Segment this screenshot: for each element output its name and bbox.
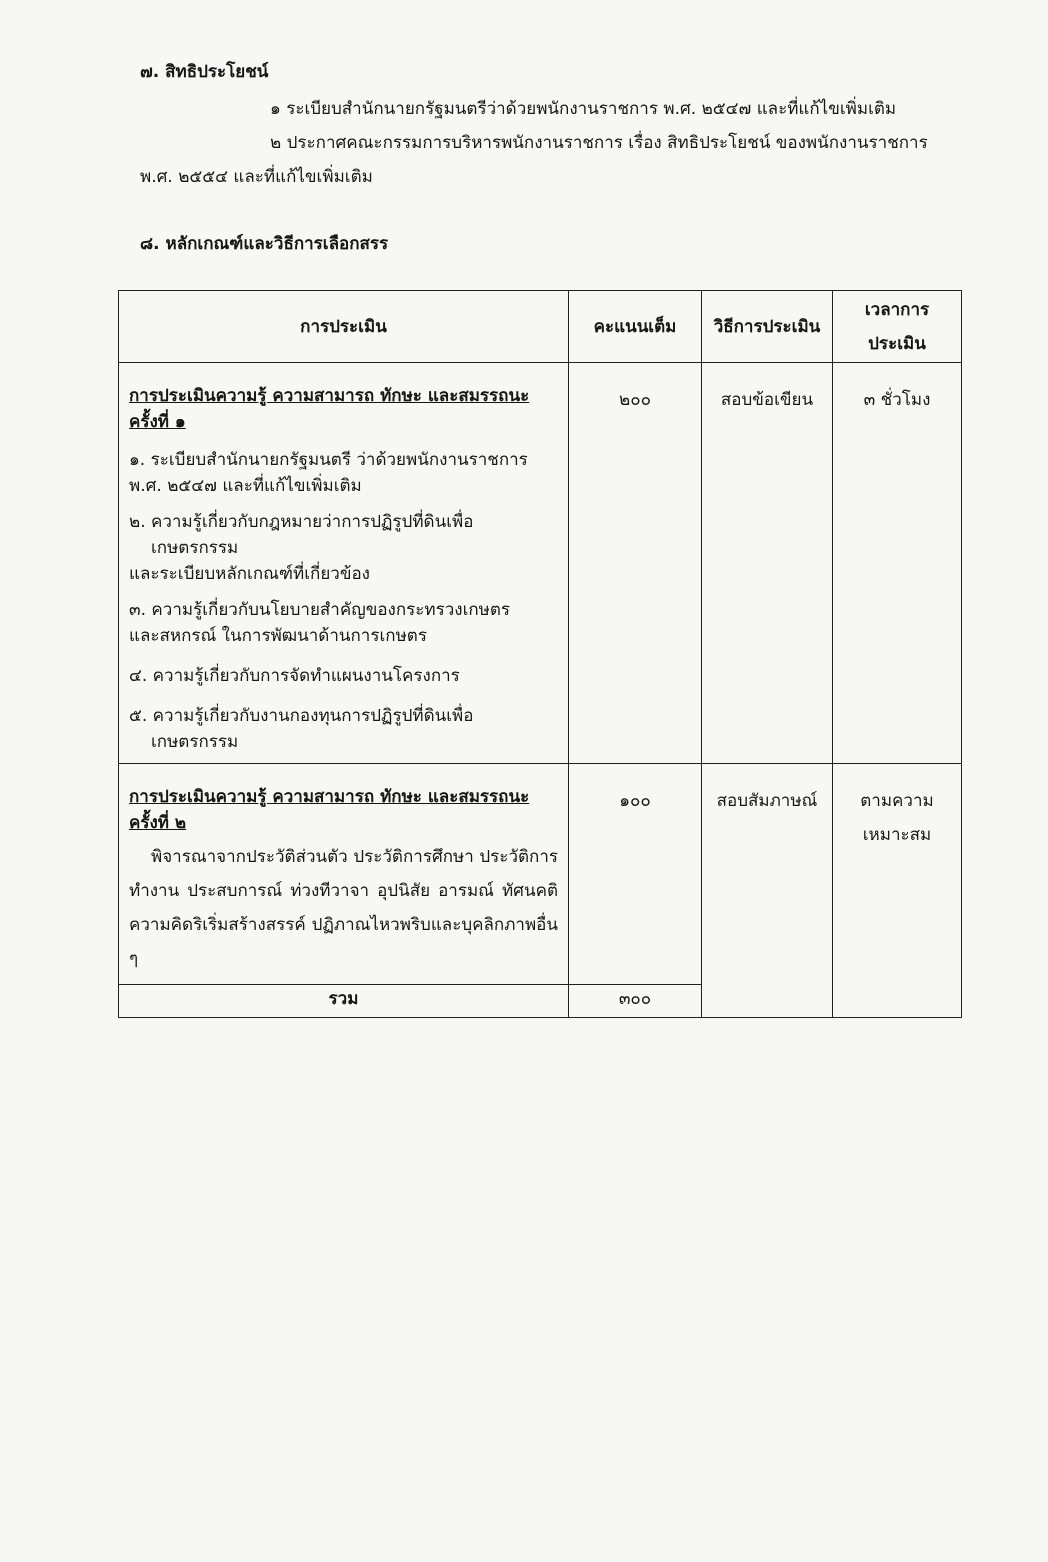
header-evaluation: การประเมิน [119,291,569,363]
row2-paragraph: พิจารณาจากประวัติส่วนตัว ประวัติการศึกษา ประวัติการทำงาน ประสบการณ์ ท่วงทีวาจา อุปนิสัย อารมณ์ ทัศนคติ ความคิดริเริ่มสร้างสรรค์ ปฏิภาณไหวพริบและบุคลิกภาพอื่น ๆ [129,847,558,969]
item1-line2: พ.ศ. ๒๕๔๗ และที่แก้ไขเพิ่มเติม [129,476,362,496]
row2-time-cell [833,764,962,1018]
row2-evaluation-cell [119,764,569,985]
row1-method-cell [702,363,833,764]
row2-score: ๑๐๐ [619,791,651,811]
table-row [119,363,962,764]
row2-heading-line2: ครั้งที่ ๒ [129,813,187,833]
total-score: ๓๐๐ [569,985,702,1018]
item3-line2: และสหกรณ์ ในการพัฒนาด้านการเกษตร [129,626,427,646]
row1-time-cell [833,363,962,764]
list-item [129,509,558,587]
row2-heading-line1: การประเมินความรู้ ความสามารถ ทักษะ และสมรรถนะ [129,787,530,807]
row2-score-cell [569,764,702,985]
section8-title: ๘. หลักเกณฑ์และวิธีการเลือกสรร [140,234,389,254]
row2-time-line1: ตามความ [860,791,934,811]
row2-method: สอบสัมภาษณ์ [716,791,818,811]
item3-line1: ๓. ความรู้เกี่ยวกับนโยบายสำคัญของกระทรวงเกษตร [129,600,511,620]
selection-criteria-table [118,290,962,1018]
item1-line1: ๑. ระเบียบสำนักนายกรัฐมนตรี ว่าด้วยพนักงานราชการ [129,450,528,470]
row2-time [833,764,961,852]
row1-method: สอบข้อเขียน [720,390,814,410]
list-item [129,447,558,499]
section7-line1: ๑ ระเบียบสำนักนายกรัฐมนตรีว่าด้วยพนักงานราชการ พ.ศ. ๒๕๔๗ และที่แก้ไขเพิ่มเติม [270,99,897,119]
header-time-line1: เวลาการ [864,299,930,320]
table-header-row [119,291,962,363]
row2-time-line2: เหมาะสม [862,825,932,845]
row2-method-cell [702,764,833,1018]
header-method: วิธีการประเมิน [702,291,833,363]
item5-line1: ๕. ความรู้เกี่ยวกับงานกองทุนการปฏิรูปที่ดินเพื่อเกษตรกรรม [129,706,474,752]
item2-line2: และระเบียบหลักเกณฑ์ที่เกี่ยวข้อง [129,564,370,584]
row1-score-cell [569,363,702,764]
row1-evaluation-cell [119,363,569,764]
list-item [129,597,558,649]
section7-title: ๗. สิทธิประโยชน์ [140,62,269,82]
list-item [129,663,558,689]
item2-line1: ๒. ความรู้เกี่ยวกับกฎหมายว่าการปฏิรูปที่ดินเพื่อเกษตรกรรม [129,512,474,558]
header-time-line2: ประเมิน [868,333,926,354]
section7-line2: ๒ ประกาศคณะกรรมการบริหารพนักงานราชการ เรื่อง สิทธิประโยชน์ ของพนักงานราชการ [270,133,928,153]
section7-line3: พ.ศ. ๒๕๕๔ และที่แก้ไขเพิ่มเติม [140,167,373,187]
header-full-score: คะแนนเต็ม [569,291,702,363]
total-label: รวม [119,985,569,1018]
table-row [119,764,962,985]
row1-score: ๒๐๐ [619,390,651,410]
row1-time: ๓ ชั่วโมง [863,390,931,410]
list-item [129,703,558,755]
row1-heading-line2: ครั้งที่ ๑ [129,412,186,432]
header-time [833,291,962,363]
item4-line1: ๔. ความรู้เกี่ยวกับการจัดทำแผนงานโครงการ [129,666,460,686]
row1-heading-line1: การประเมินความรู้ ความสามารถ ทักษะ และสมรรถนะ [129,386,530,406]
